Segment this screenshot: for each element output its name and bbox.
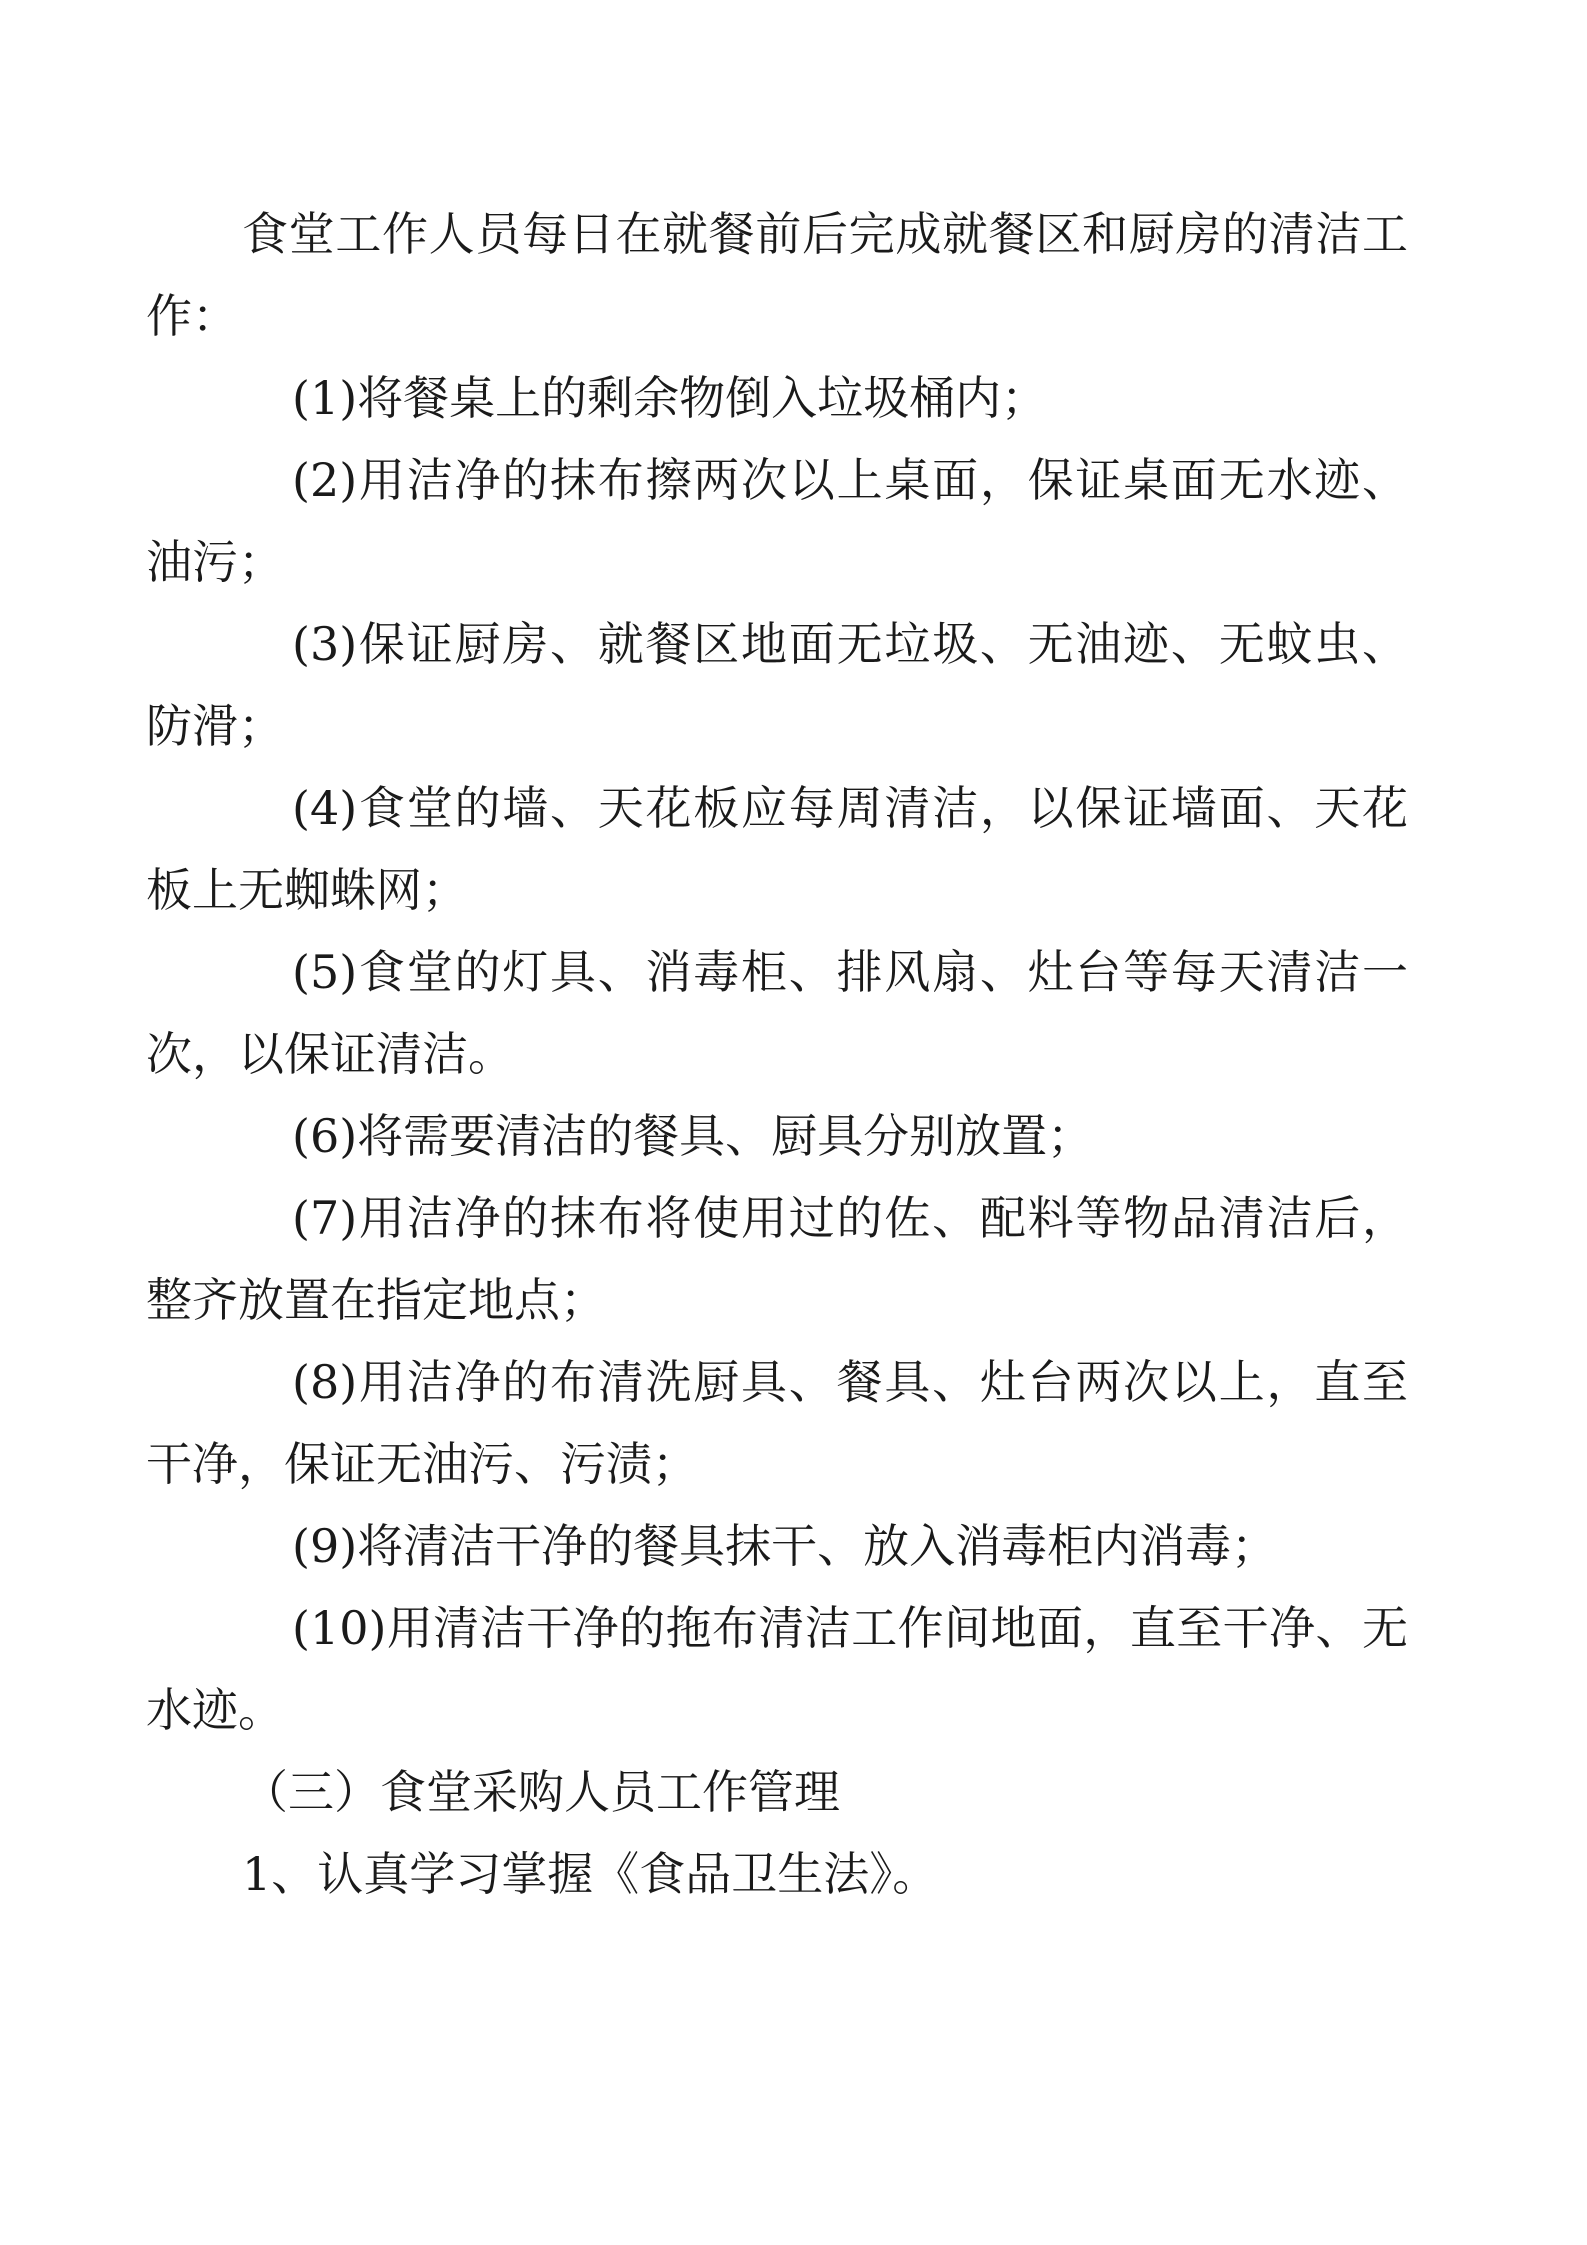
step-4: (4)食堂的墙、天花板应每周清洁，以保证墙面、天花板上无蜘蛛网； xyxy=(146,781,1408,917)
step-10: (10)用清洁干净的拖布清洁工作间地面，直至干净、无水迹。 xyxy=(146,1601,1408,1737)
step-2: (2)用洁净的抹布擦两次以上桌面，保证桌面无水迹、油污； xyxy=(146,453,1408,589)
intro-paragraph: 食堂工作人员每日在就餐前后完成就餐区和厨房的清洁工作： xyxy=(146,207,1408,343)
step-5: (5)食堂的灯具、消毒柜、排风扇、灶台等每天清洁一次，以保证清洁。 xyxy=(146,945,1408,1081)
step-3: (3)保证厨房、就餐区地面无垃圾、无油迹、无蚊虫、防滑； xyxy=(146,617,1408,753)
step-9: (9)将清洁干净的餐具抹干、放入消毒柜内消毒； xyxy=(292,1519,1278,1573)
section-heading: （三）食堂采购人员工作管理 xyxy=(242,1765,840,1819)
step-7: (7)用洁净的抹布将使用过的佐、配料等物品清洁后，整齐放置在指定地点； xyxy=(146,1191,1408,1327)
list-item-1: 1、认真学习掌握《食品卫生法》。 xyxy=(242,1847,939,1901)
document-body xyxy=(146,193,1408,1915)
step-6: (6)将需要清洁的餐具、厨具分别放置； xyxy=(292,1109,1094,1163)
step-8: (8)用洁净的布清洗厨具、餐具、灶台两次以上，直至干净，保证无油污、污渍； xyxy=(146,1355,1408,1491)
step-1: (1)将餐桌上的剩余物倒入垃圾桶内； xyxy=(292,371,1048,425)
